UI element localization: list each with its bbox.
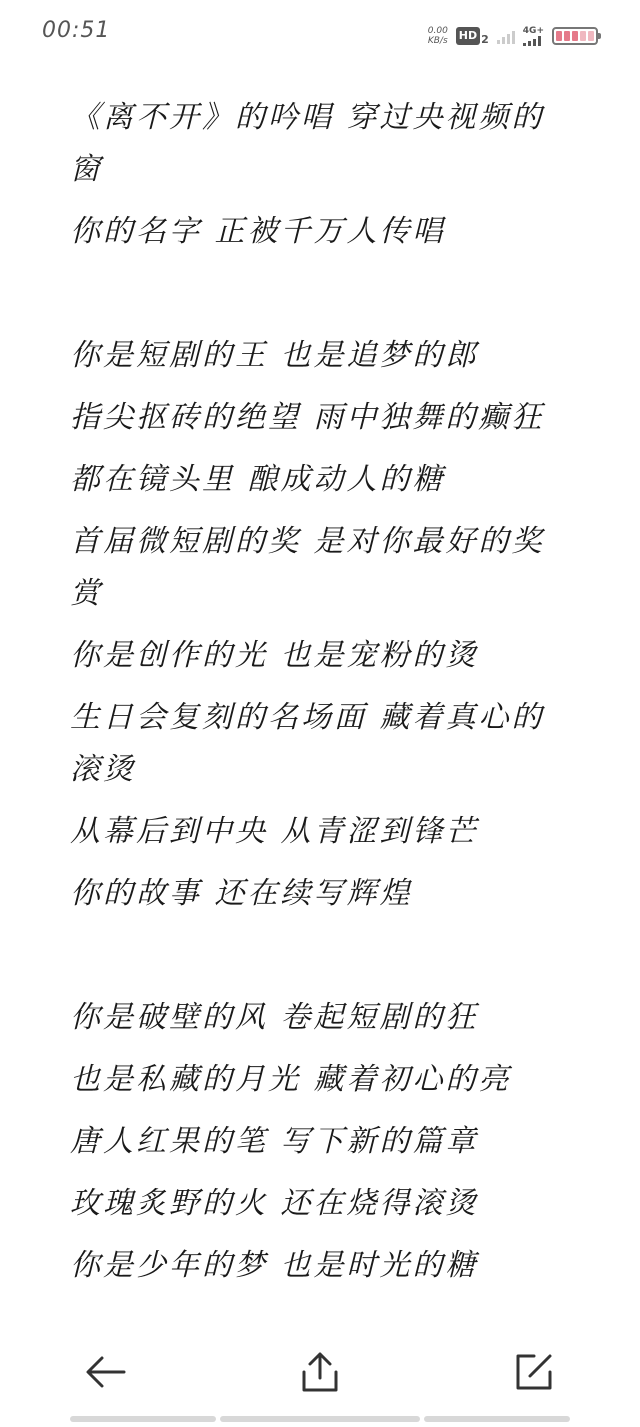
lyric-line: 首届微短剧的奖 是对你最好的奖 — [70, 524, 545, 559]
lyric-line-blank — [70, 258, 570, 320]
edit-icon — [512, 1350, 556, 1394]
lyric-line: 你是短剧的王 也是追梦的郎 — [70, 338, 479, 373]
lyric-line: 《离不开》的吟唱 穿过央视频的 — [70, 100, 545, 135]
status-icons — [428, 22, 598, 50]
lyric-line: 生日会复刻的名场面 藏着真心的 — [70, 700, 545, 735]
lyric-line: 你是破壁的风 卷起短剧的狂 — [70, 1000, 479, 1035]
back-button[interactable] — [82, 1348, 130, 1396]
hd-icon — [456, 27, 489, 45]
back-arrow-icon — [84, 1350, 128, 1394]
status-time: 00:51 — [42, 18, 111, 43]
lyric-line: 指尖抠砖的绝望 雨中独舞的癫狂 — [70, 400, 545, 435]
lyric-line: 也是私藏的月光 藏着初心的亮 — [70, 1062, 512, 1097]
hd-label: HD — [456, 27, 480, 45]
lyric-line: 你的故事 还在续写辉煌 — [70, 876, 413, 911]
lyric-line: 玫瑰炙野的火 还在烧得滚烫 — [70, 1186, 479, 1221]
nav-indicator-center — [220, 1416, 420, 1422]
signal-icon-sim1 — [497, 28, 515, 44]
lyric-line: 你的名字 正被千万人传唱 — [70, 214, 446, 249]
network-speed — [428, 26, 448, 46]
share-icon — [298, 1350, 342, 1394]
lyric-line: 你是创作的光 也是宠粉的烫 — [70, 638, 479, 673]
scroll-fade — [0, 58, 640, 78]
nav-indicator-right — [424, 1416, 570, 1422]
network-speed-value: 0.00 — [427, 26, 448, 36]
edit-button[interactable] — [510, 1348, 558, 1396]
signal-icon-sim2 — [523, 36, 541, 46]
nav-indicator-left — [70, 1416, 216, 1422]
hd-sub: 2 — [481, 33, 489, 46]
lyric-line: 赏 — [70, 576, 103, 611]
battery-icon — [552, 27, 598, 45]
network-speed-unit: KB/s — [427, 36, 448, 46]
network-type-label: 4G+ — [522, 25, 544, 36]
lyric-line: 从幕后到中央 从青涩到锋芒 — [70, 814, 479, 849]
status-bar — [0, 0, 640, 66]
lyric-line: 你是少年的梦 也是时光的糖 — [70, 1248, 479, 1283]
lyric-line: 滚烫 — [70, 752, 136, 787]
bottom-toolbar — [0, 1340, 640, 1404]
network-type — [523, 27, 544, 46]
lyric-line-blank — [70, 920, 570, 982]
lyrics-content[interactable] — [70, 92, 570, 1292]
lyric-line: 唐人红果的笔 写下新的篇章 — [70, 1124, 479, 1159]
share-button[interactable] — [296, 1348, 344, 1396]
lyric-line: 窗 — [70, 152, 103, 187]
lyric-line: 都在镜头里 酿成动人的糖 — [70, 462, 446, 497]
